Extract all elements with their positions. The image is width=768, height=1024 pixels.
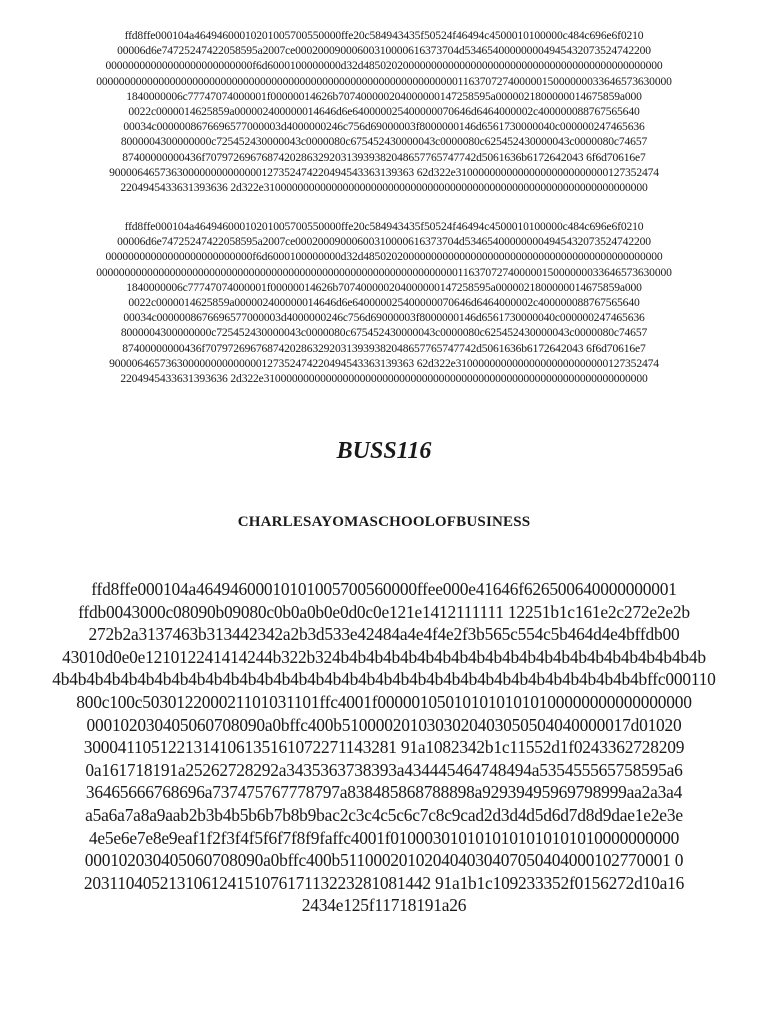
hex-data-block-large: ffd8ffe000104a46494600010101005700560000ffee000e41646f626500640000000001 ffdb0043000c08090b09080c0b0a0b0e0d0c0e121e1412111111 12251b1c161e2c272e2e2b 272b2a3137463b313442342a2b3d533e42484a4e4f4e2f3b565c554c5b464d4e4bffdb00 43010d0e0e121012241414244b322b324b4b4b4b4b4b4b4b4b4b4b4b4b4b4b4b4b4b4b4b4b4b 4b4b4b4b4b4b4b4b4b4b4b4b4b4b4b4b4b4b4b4b4b4b4b4b4b4b4b4b4b4b4b4b4b4b4bffc000110 800c100c503012200021101031101ffc4001f0000010501010101010100000000000000000 000102030405060708090a0bffc400b5100002010303020403050504040000017d01020 3000411051221314106135161072271143281 91a1082342b1c11552d1f0243362728209 0a161718191a25262728292a3435363738393a434445464748494a535455565758595a6 36465666768696a737475767778797a838485868788898a92939495969798999aa2a3a4 a5a6a7a8a9aab2b3b4b5b6b7b8b9bac2c3c4c5c6c7c8c9cad2d3d4d5d6d7d8d9dae1e2e3e 4e5e6e7e8e9eaf1f2f3f4f5f6f7f8f9faffc4001f0100030101010101010101010000000000 000102030405060708090a0bffc400b511000201020404030407050404000102770001 0 20311040521310612415107617113223281081442 91a1b1c109233352f0156272d10a16 2434e125f11718191a26	[52, 579, 716, 916]
school-name-heading: CHARLESAYOMASCHOOLOFBUSINESS	[237, 514, 531, 530]
course-code-title: BUSS116	[336, 438, 432, 464]
hex-data-block-top: ffd8ffe000104a46494600010201005700550000ffe20c584943435f50524f46494c4500010100000c484c696e6f0210 00006d6e74725247422058595a2007ce00020009000600310000616373704d534654000000004945432073524742200 00000000000000000000000000f6d6000100000000d32d48502020000000000000000000000000000000000000000000000 000000000000000000000000000000000000000000000000000000000000000011637072740000015000000033646573630000 1840000006c77747074000001f00000014626b707400000204000000147258595a0000021800000014675859a000 0022c0000014625859a000002400000014646d6e640000025400000070646d6464000002c400000088767565640 00034c0000008676696577000003d4000000246c756d69000003f8000000146d6561730000040c000000247465636 8000004300000000c725452430000043c0000080c675452430000043c0000080c625452430000043c0000080c74657 87400000000436f707972696768742028632920313939382048657765747742d5061636b6172642043 6f6d70616e7 900006465736300000000000000127352474220494543363139363 62d322e310000000000000000000000000127352474 2204945433631393636 2d322e31000000000000000000000000000000000000000000000000000000000000000000	[96, 29, 672, 195]
hex-data-block-second: ffd8ffe000104a46494600010201005700550000ffe20c584943435f50524f46494c4500010100000c484c696e6f0210 00006d6e74725247422058595a2007ce00020009000600310000616373704d534654000000004945432073524742200 00000000000000000000000000f6d6000100000000d32d48502020000000000000000000000000000000000000000000000 000000000000000000000000000000000000000000000000000000000000000011637072740000015000000033646573630000 1840000006c77747074000001f00000014626b707400000204000000147258595a0000021800000014675859a000 0022c0000014625859a000002400000014646d6e640000025400000070646d6464000002c400000088767565640 00034c0000008676696577000003d4000000246c756d69000003f8000000146d6561730000040c000000247465636 8000004300000000c725452430000043c0000080c675452430000043c0000080c625452430000043c0000080c74657 87400000000436f707972696768742028632920313939382048657765747742d5061636b6172642043 6f6d70616e7 900006465736300000000000000127352474220494543363139363 62d322e310000000000000000000000000127352474 2204945433631393636 2d322e31000000000000000000000000000000000000000000000000000000000000000000	[96, 220, 672, 386]
